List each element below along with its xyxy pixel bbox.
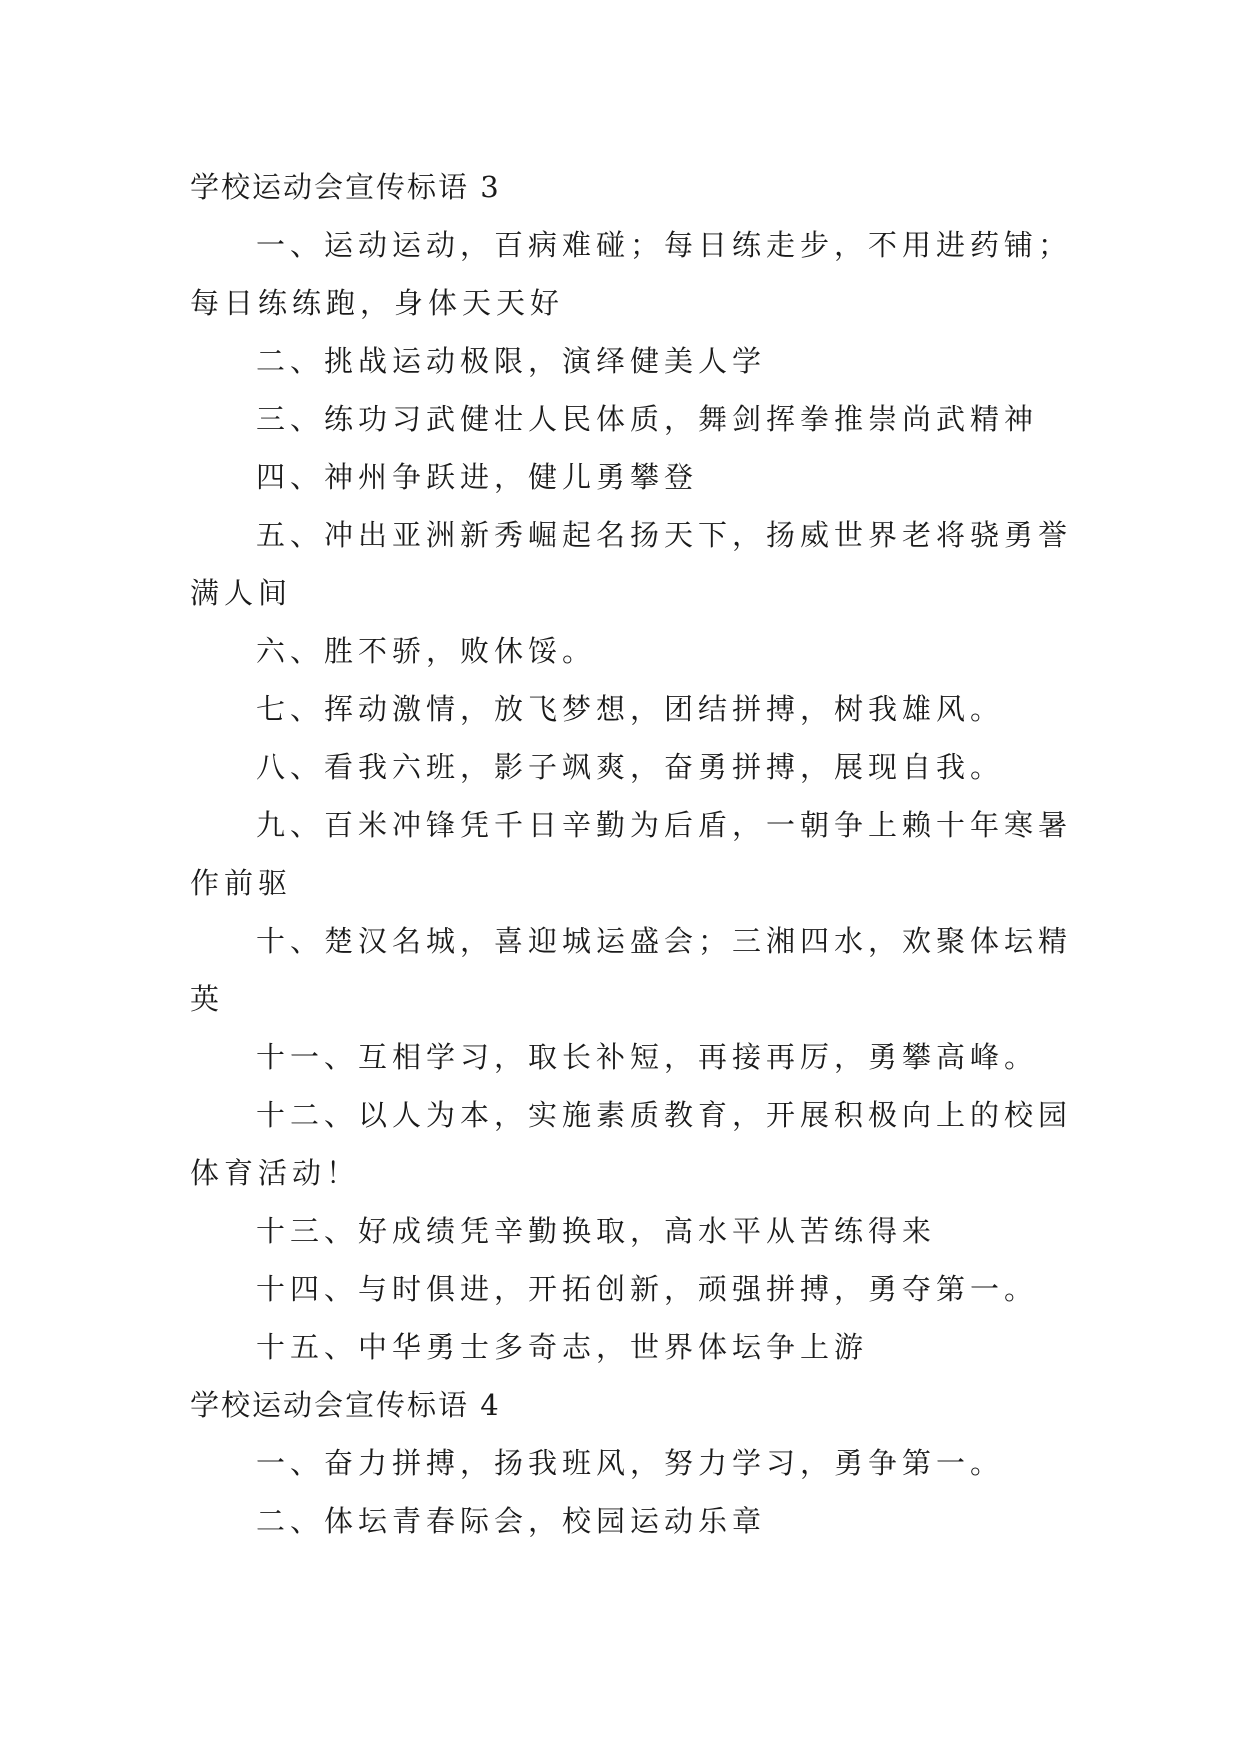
slogan-item: 四、神州争跃进，健儿勇攀登 xyxy=(256,460,699,494)
slogan-item: 十、楚汉名城，喜迎城运盛会；三湘四水，欢聚体坛精 xyxy=(256,924,1073,958)
slogan-item-continuation: 作前驱 xyxy=(190,866,293,900)
slogan-item: 九、百米冲锋凭千日辛勤为后盾，一朝争上赖十年寒暑 xyxy=(256,808,1073,842)
slogan-item: 六、胜不骄，败休馁。 xyxy=(256,634,597,668)
slogan-item: 十三、好成绩凭辛勤换取，高水平从苦练得来 xyxy=(256,1214,937,1248)
document-body xyxy=(190,158,1073,1550)
section-heading: 学校运动会宣传标语 4 xyxy=(190,1388,501,1422)
slogan-item: 三、练功习武健壮人民体质，舞剑挥拳推崇尚武精神 xyxy=(256,402,1039,436)
section-heading: 学校运动会宣传标语 3 xyxy=(190,170,501,204)
slogan-item: 十二、以人为本，实施素质教育，开展积极向上的校园 xyxy=(256,1098,1073,1132)
slogan-item: 二、挑战运动极限，演绎健美人学 xyxy=(256,344,767,378)
slogan-item-continuation: 体育活动！ xyxy=(190,1156,361,1190)
slogan-item-continuation: 满人间 xyxy=(190,576,293,610)
slogan-item: 二、体坛青春际会，校园运动乐章 xyxy=(256,1504,767,1538)
slogan-item: 十五、中华勇士多奇志，世界体坛争上游 xyxy=(256,1330,869,1364)
slogan-item: 七、挥动激情，放飞梦想，团结拼搏，树我雄风。 xyxy=(256,692,1005,726)
slogan-item: 五、冲出亚洲新秀崛起名扬天下，扬威世界老将骁勇誉 xyxy=(256,518,1073,552)
slogan-item: 一、奋力拼搏，扬我班风，努力学习，勇争第一。 xyxy=(256,1446,1005,1480)
slogan-item-continuation: 每日练练跑，身体天天好 xyxy=(190,286,565,320)
slogan-item-continuation: 英 xyxy=(190,982,225,1016)
slogan-item: 十四、与时俱进，开拓创新，顽强拼搏，勇夺第一。 xyxy=(256,1272,1039,1306)
slogan-item: 十一、互相学习，取长补短，再接再厉，勇攀高峰。 xyxy=(256,1040,1039,1074)
slogan-item: 八、看我六班，影子飒爽，奋勇拼搏，展现自我。 xyxy=(256,750,1005,784)
slogan-item: 一、运动运动，百病难碰；每日练走步，不用进药铺； xyxy=(256,228,1073,262)
